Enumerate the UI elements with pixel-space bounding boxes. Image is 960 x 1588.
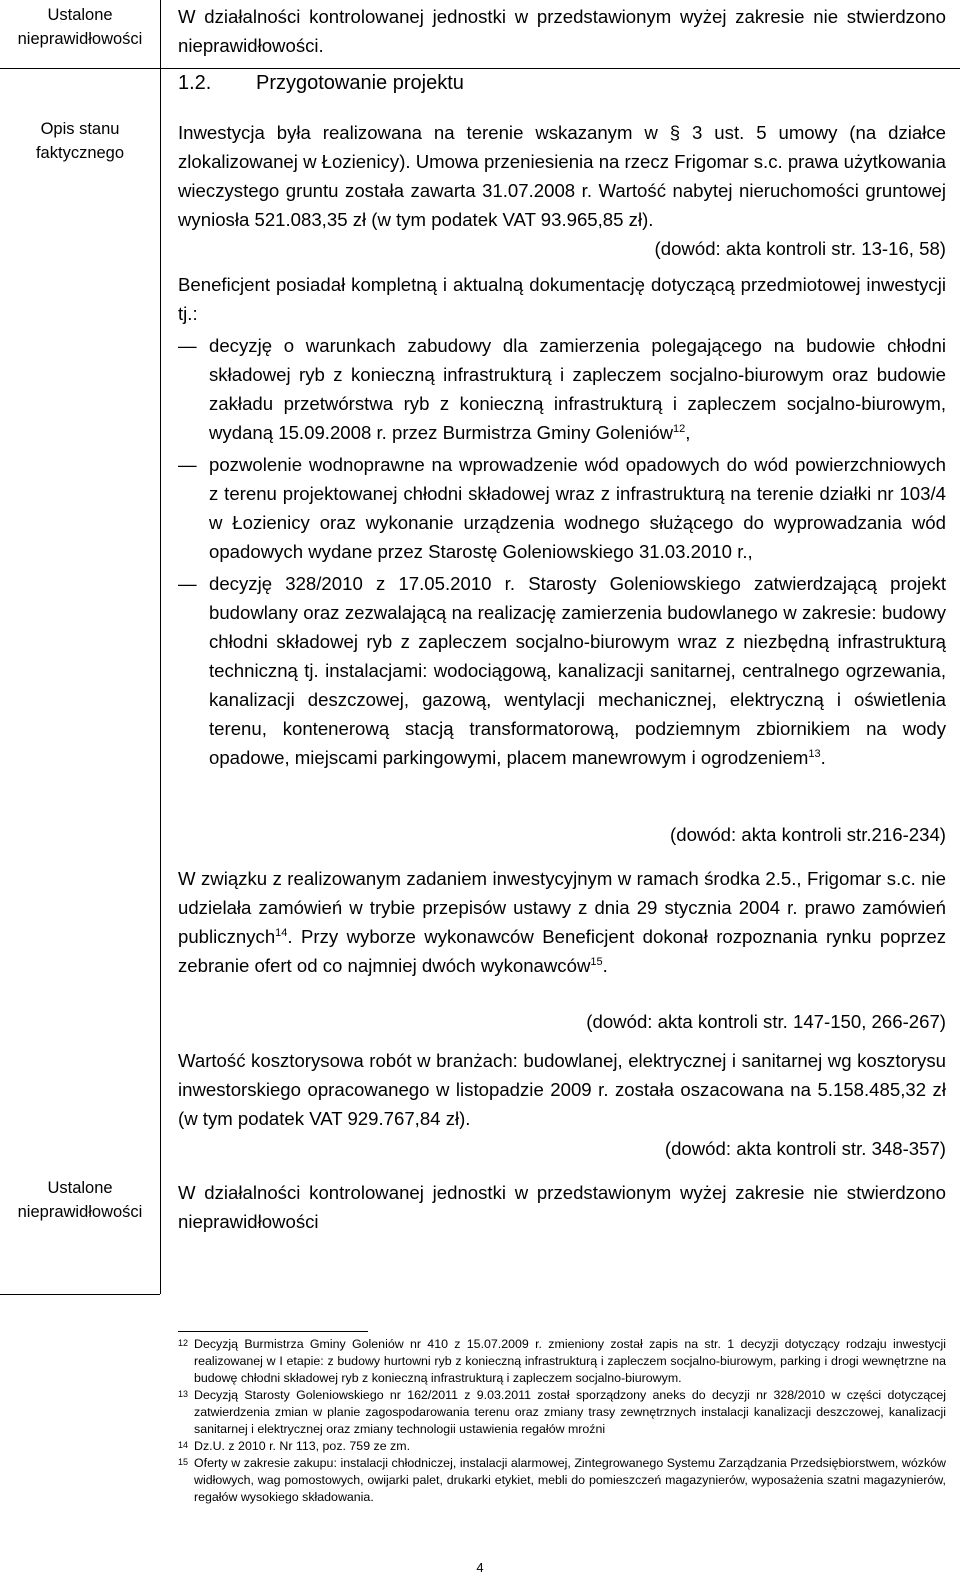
label-line: faktycznego — [35, 144, 125, 162]
paragraph-cost-estimate — [178, 1046, 946, 1133]
paragraph: Inwestycja była realizowana na terenie wskazanym w § 3 ust. 5 umowy (na działce zlokalizowanej w Łozienicy). Umowa przeniesienia na rzecz Frigomar s.c. prawa użytkowania wieczystego gruntu została zawarta 31.07.2008 r. Wartość nabytej nieruchomości gruntowej wyniosła 521.083,35 zł (w tym podatek VAT 93.965,85 zł). — [178, 122, 946, 230]
list-item — [178, 331, 946, 447]
text-run: . Przy wyborze wykonawców Beneficjent dokonał rozpoznania rynku poprzez zebranie ofert od co najmniej dwóch wykonawców — [178, 926, 946, 976]
footnote-ref: 13 — [808, 747, 821, 760]
footnote-ref: 15 — [590, 955, 603, 968]
label-line: Ustalone — [47, 1179, 113, 1197]
documentation-list — [178, 331, 946, 772]
footnote — [178, 1455, 946, 1506]
footnote-text: Oferty w zakresie zakupu: instalacji chłodniczej, instalacji alarmowej, Zintegrowanego Systemu Zarządzania Przedsiębiorstwem, wózków widłowych, wag pomostowych, owijarki palet, drukarki etykiet, mebli do pomieszczeń magazynierów, wyposażenia szatni magazynierów, regałów wysokiego składowania. — [194, 1456, 946, 1504]
list-item-text: pozwolenie wodnoprawne na wprowadzenie wód opadowych do wód powierzchniowych z terenu projektowanej chłodni składowej wraz z infrastrukturą na terenie działki nr 103/4 w Łozienicy oraz wykonanie urządzenia wodnego służącego do wyprowadzania wód opadowych wydane przez Starostę Goleniowskiego 31.03.2010 r., — [209, 454, 946, 562]
section-title: Przygotowanie projektu — [256, 72, 464, 94]
findings-top-text — [178, 2, 946, 60]
evidence-note: (dowód: akta kontroli str.216-234) — [670, 824, 946, 845]
row-divider — [0, 1294, 160, 1295]
dash-marker: — — [178, 573, 197, 594]
paragraph-procurement — [178, 864, 946, 980]
footnote-separator — [178, 1331, 368, 1332]
list-item-tail: . — [820, 747, 826, 768]
list-item-text: decyzję o warunkach zabudowy dla zamierzenia polegającego na budowie chłodni składowej ryb z konieczną infrastrukturą i zapleczem socjalno-biurowym oraz budowie zakładu przetwórstwa ryb z konieczną infrastrukturą i zapleczem socjalno-biurowym, wydaną 15.09.2008 r. przez Burmistrza Gminy Goleniów — [209, 335, 946, 443]
footnotes — [178, 1336, 946, 1506]
footnote — [178, 1336, 946, 1387]
footnote-ref: 12 — [673, 422, 686, 435]
row-divider — [0, 68, 960, 69]
list-item — [178, 569, 946, 772]
footnote-text: Decyzją Burmistrza Gminy Goleniów nr 410 z 15.07.2009 r. zmieniony został zapis na str. 1 decyzji dotyczący rodzaju inwestycji realizowanej w I etapie: z budowy hurtowni ryb z konieczną infrastrukturą i zapleczem socjalno-biurowym, parking i drogi wewnętrzne na budowę chłodni składowej ryb z konieczną infrastrukturą i zapleczem socjalno-biurowym. — [194, 1337, 946, 1385]
label-line: nieprawidłowości — [17, 30, 143, 48]
footnote-number: 15 — [178, 1457, 189, 1467]
label-line: Ustalone — [47, 6, 113, 24]
label-line: nieprawidłowości — [17, 1203, 143, 1221]
paragraph: W działalności kontrolowanej jednostki w przedstawionym wyżej zakresie nie stwierdzono nieprawidłowości. — [178, 6, 946, 56]
text-run: . — [602, 955, 608, 976]
paragraph: Beneficjent posiadał kompletną i aktualną dokumentację dotyczącą przedmiotowej inwestycji tj.: — [178, 274, 946, 324]
section-heading — [178, 72, 464, 95]
section-number: 1.2. — [178, 72, 212, 94]
evidence-note: (dowód: akta kontroli str. 13-16, 58) — [654, 238, 946, 259]
column-divider — [160, 0, 161, 1294]
page-number: 4 — [476, 1560, 484, 1575]
evidence-note: (dowód: akta kontroli str. 348-357) — [664, 1138, 946, 1159]
footnote-text: Decyzją Starosty Goleniowskiego nr 162/2011 z 9.03.2011 został sporządzony aneks do decyzji nr 328/2010 w części dotyczącej zatwierdzenia zmian w planie zagospodarowania terenu oraz zmiany trasy zewnętrznych instalacji kanalizacji deszczowej, kanalizacji sanitarnej i elektrycznej oraz zmiany technologii ustawienia regałów mroźni — [194, 1388, 946, 1436]
label-opis-stanu — [0, 117, 160, 165]
footnote-number: 13 — [178, 1389, 189, 1399]
dash-marker: — — [178, 335, 197, 356]
footnote-number: 14 — [178, 1440, 189, 1450]
list-item-tail: , — [685, 422, 691, 443]
footnote — [178, 1387, 946, 1438]
footnote-ref: 14 — [275, 926, 288, 939]
paragraph: Wartość kosztorysowa robót w branżach: budowlanej, elektrycznej i sanitarnej wg kosztorysu inwestorskiego opracowanego w listopadzie 2009 r. została oszacowana na 5.158.485,32 zł (w tym podatek VAT 929.767,84 zł). — [178, 1050, 946, 1129]
paragraph — [178, 864, 946, 980]
label-ustalone-top — [0, 3, 160, 51]
footnote-number: 12 — [178, 1338, 189, 1348]
findings-bottom-text — [178, 1178, 946, 1236]
paragraph: W działalności kontrolowanej jednostki w przedstawionym wyżej zakresie nie stwierdzono nieprawidłowości — [178, 1182, 946, 1232]
label-line: Opis stanu — [40, 120, 120, 138]
label-ustalone-bottom — [0, 1176, 160, 1224]
paragraph-location — [178, 118, 946, 234]
dash-marker: — — [178, 454, 197, 475]
footnote-text: Dz.U. z 2010 r. Nr 113, poz. 759 ze zm. — [194, 1439, 411, 1453]
list-item-text: decyzję 328/2010 z 17.05.2010 r. Starosty Goleniowskiego zatwierdzającą projekt budowlany oraz zezwalającą na realizację zamierzenia budowlanego w zakresie: budowy chłodni składowej ryb z zapleczem socjalno-biurowym wraz z niezbędną infrastrukturą techniczną tj. instalacjami: wodociągową, kanalizacji sanitarnej, centralnego ogrzewania, kanalizacji deszczowej, gazową, wentylacji mechanicznej, elektryczną i oświetlenia terenu, kontenerową stacją transformatorową, podziemnym zbiornikiem na wody opadowe, miejscami parkingowymi, placem manewrowym i ogrodzeniem — [209, 573, 946, 768]
paragraph-documentation — [178, 270, 946, 328]
text-run: W związku z realizowanym zadaniem inwestycyjnym w ramach środka 2.5., Frigomar s.c. nie udzielała zamówień w trybie przepisów ustawy z dnia 29 stycznia 2004 r. prawo zamówień publicznych — [178, 868, 946, 947]
footnote — [178, 1438, 946, 1455]
evidence-note: (dowód: akta kontroli str. 147-150, 266-267) — [586, 1011, 946, 1032]
list-item — [178, 450, 946, 566]
